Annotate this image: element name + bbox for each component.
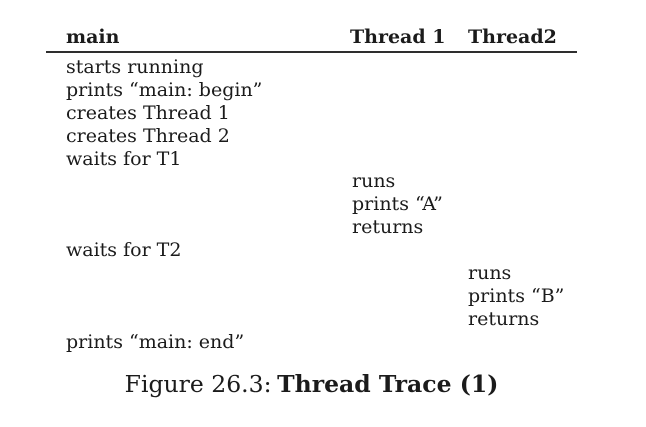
trace-row (46, 102, 577, 125)
trace-row (46, 79, 577, 102)
trace-cell: creates Thread 1 (66, 101, 230, 124)
figure-caption-number: Figure 26.3: (124, 370, 272, 398)
trace-cell: waits for T1 (66, 147, 182, 170)
column-header-thread2: Thread2 (468, 26, 557, 48)
trace-cell: prints “B” (468, 284, 565, 307)
figure-caption-title: Thread Trace (1) (277, 370, 499, 398)
trace-cell: prints “main: end” (66, 330, 245, 353)
figure-caption (46, 370, 577, 399)
trace-row (46, 56, 577, 79)
trace-cell: creates Thread 2 (66, 124, 230, 147)
table-body (46, 53, 577, 354)
trace-cell: runs (352, 170, 396, 193)
column-header-main: main (66, 26, 120, 48)
thread-trace-table (46, 24, 577, 354)
table-header-row (46, 24, 577, 53)
trace-row (46, 216, 577, 239)
trace-row (46, 308, 577, 331)
trace-cell: returns (352, 216, 424, 239)
trace-cell: returns (468, 307, 540, 330)
trace-row (46, 331, 577, 354)
trace-row (46, 193, 577, 216)
trace-row (46, 148, 577, 171)
trace-row (46, 170, 577, 193)
trace-cell: waits for T2 (66, 239, 182, 262)
trace-cell: prints “main: begin” (66, 78, 263, 101)
column-header-thread1: Thread 1 (350, 26, 446, 48)
trace-cell: runs (468, 262, 512, 285)
trace-cell: prints “A” (352, 193, 443, 216)
trace-row (46, 239, 577, 262)
trace-row (46, 125, 577, 148)
trace-row (46, 262, 577, 285)
trace-cell: starts running (66, 56, 204, 78)
trace-row (46, 285, 577, 308)
